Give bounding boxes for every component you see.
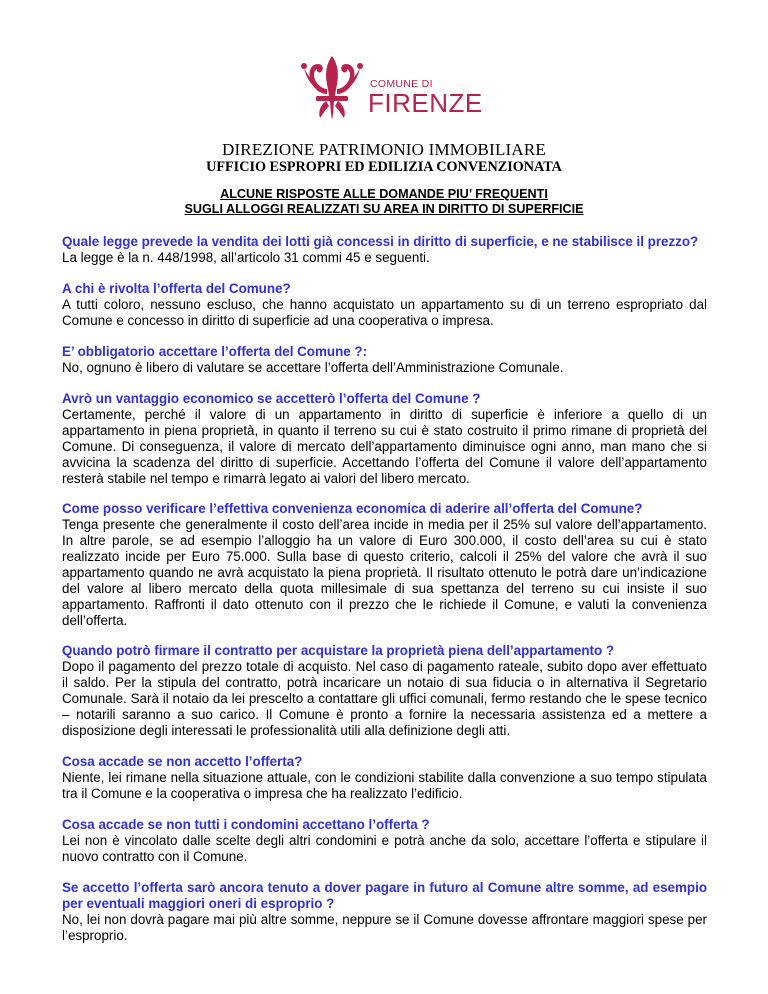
faq-item bbox=[62, 391, 707, 487]
faq-item bbox=[62, 501, 707, 629]
faq-answer: Dopo il pagamento del prezzo totale di acquisto. Nel caso di pagamento rateale, subito dopo aver effettuato il saldo. Per la stipula del contratto, potrà incaricare un notaio di sua fiducia o in alternativa il Segretario Comunale. Sarà il notaio da lei prescelto a contattare gli uffici comunali, fermo restando che le spese tecnico – notarili saranno a suo carico. Il Comune è pronto a fornire la necessaria assistenza ed a mettere a disposizione degli interessati le professionalità utili alla definizione degli atti. bbox=[62, 659, 707, 738]
faq-item bbox=[62, 643, 707, 739]
faq-question: Se accetto l’offerta sarò ancora tenuto a dover pagare in futuro al Comune altre somme, ad esempio per eventuali maggiori oneri di esproprio ? bbox=[62, 880, 707, 911]
department-subtitle: UFFICIO ESPROPRI ED EDILIZIA CONVENZIONATA bbox=[206, 159, 562, 175]
faq-item bbox=[62, 817, 707, 865]
faq-question: E’ obbligatorio accettare l’offerta del Comune ?: bbox=[62, 344, 368, 359]
faq-item bbox=[62, 234, 707, 266]
faq-answer: No, ognuno è libero di valutare se accettare l’offerta dell’Amministrazione Comunale. bbox=[62, 360, 564, 375]
florence-lily-icon bbox=[296, 54, 368, 122]
faq-item bbox=[62, 880, 707, 944]
faq-question: Come posso verificare l’effettiva convenienza economica di aderire all’offerta del Comune? bbox=[62, 501, 643, 516]
faq-answer: Lei non è vincolato dalle scelte degli altri condomini e potrà anche da solo, accettare l’offerta e stipulare il nuovo contratto con il Comune. bbox=[62, 833, 707, 864]
faq-answer: No, lei non dovrà pagare mai più altre somme, neppure se il Comune dovesse affrontare maggiori spese per l’esproprio. bbox=[62, 912, 707, 943]
faq-question: Cosa accade se non tutti i condomini accettano l’offerta ? bbox=[62, 817, 430, 832]
logo-text-comune-di: COMUNE DI bbox=[370, 78, 433, 90]
faq-question: Cosa accade se non accetto l’offerta? bbox=[62, 754, 303, 769]
faq-heading-line-2: SUGLI ALLOGGI REALIZZATI SU AREA IN DIRITTO DI SUPERFICIE bbox=[184, 202, 584, 216]
faq-answer: Tenga presente che generalmente il costo dell’area incide in media per il 25% sul valore dell’appartamento. In altre parole, se ad esempio l’alloggio ha un valore di Euro 300.000, il costo dell’area su cui è stato realizzato incide per Euro 75.000. Sulla base di questo criterio, calcoli il 25% del valore che avrà il suo appartamento quando ne avrà acquistato la piena proprietà. Il risultato ottenuto le potrà dare un’indicazione del valore al libero mercato della quota millesimale di sua spettanza del terreno su cui insiste il suo appartamento. Raffronti il dato ottenuto con il prezzo che le richiede il Comune, e valuti la convenienza dell’offerta. bbox=[62, 517, 707, 628]
department-title: DIREZIONE PATRIMONIO IMMOBILIARE bbox=[221, 140, 547, 159]
faq-list bbox=[62, 234, 707, 959]
faq-question: Quando potrò firmare il contratto per acquistare la proprietà piena dell’appartamento ? bbox=[62, 643, 615, 658]
logo-text-firenze: FIRENZE bbox=[368, 88, 483, 118]
faq-heading-line-1: ALCUNE RISPOSTE ALLE DOMANDE PIU’ FREQUENTI bbox=[220, 187, 548, 201]
faq-answer: La legge è la n. 448/1998, all’articolo 31 commi 45 e seguenti. bbox=[62, 250, 430, 265]
faq-item bbox=[62, 344, 707, 376]
faq-answer: Certamente, perché il valore di un appartamento in diritto di superficie è inferiore a quello di un appartamento in piena proprietà, in quanto il terreno su cui è stato costruito il primo rimane di proprietà del Comune. Di conseguenza, il valore di mercato dell’appartamento diminuisce ogni anno, man mano che si avvicina la scadenza del diritto di superficie. Accettando l’offerta del Comune il valore dell’appartamento resterà stabile nel tempo e rimarrà legato ai valori del libero mercato. bbox=[62, 407, 707, 486]
faq-item bbox=[62, 754, 707, 802]
faq-question: Avrò un vantaggio economico se accetterò l’offerta del Comune ? bbox=[62, 391, 481, 406]
faq-question: A chi è rivolta l’offerta del Comune? bbox=[62, 281, 291, 296]
faq-item bbox=[62, 281, 707, 329]
faq-question: Quale legge prevede la vendita dei lotti già concessi in diritto di superficie, e ne stabilisce il prezzo? bbox=[62, 234, 699, 249]
faq-answer: A tutti coloro, nessuno escluso, che hanno acquistato un appartamento su di un terreno espropriato dal Comune e concesso in diritto di superficie ad una cooperativa o impresa. bbox=[62, 297, 707, 328]
faq-answer: Niente, lei rimane nella situazione attuale, con le condizioni stabilite dalla convenzione a suo tempo stipulata tra il Comune e la cooperativa o impresa che ha realizzato l’edificio. bbox=[62, 770, 707, 801]
